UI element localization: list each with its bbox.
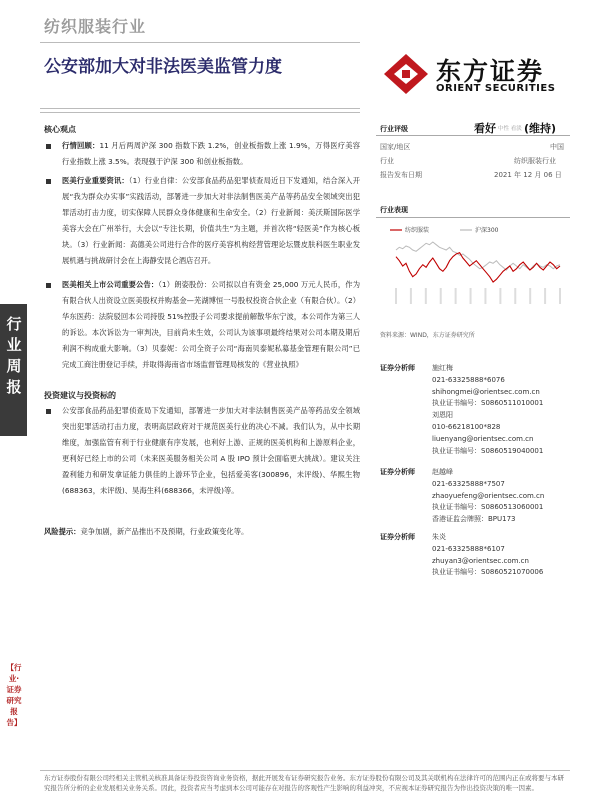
header-divider (40, 42, 360, 43)
analyst-info: 021-63325888*6107 (432, 544, 505, 553)
x-tick-mark (544, 288, 546, 304)
report-title: 公安部加大对非法医美监管力度 (44, 57, 282, 77)
x-tick-mark (484, 288, 486, 304)
divider (376, 135, 570, 136)
item-market: 行情回顾：11 月后两周沪深 300 指数下跌 1.2%，创业板指数上涨 1.9%，万得医疗美容行业指数上涨 3.5%。表现强于沪深 300 和创业板指数。 (62, 141, 360, 166)
bullet-icon (46, 283, 51, 288)
disclaimer: 东方证券股份有限公司经相关主管机关核准具备证券投资咨询业务资格，据此开展发布证券研究报告业务。东方证券股份有限公司及其关联机构在法律许可的范围内正在或将要与本研究报告所分析的企业发展相关业务关系。因此，投资者应当考虑到本公司可能存在对报告的客观性产生影响的利益冲突，不应视本证券研究报告为作出投资决策的唯一因素。 (44, 774, 564, 792)
x-tick-mark (499, 288, 501, 304)
x-tick-mark (440, 288, 442, 304)
analyst-info: liuenyang@orientsec.com.cn (432, 434, 534, 443)
series-line-2 (396, 242, 560, 270)
logo-cn: 东方证券 (436, 57, 545, 86)
logo-en: ORIENT SECURITIES (436, 83, 556, 94)
rating-val: 2021 年 12 月 06 日 (494, 171, 562, 179)
bullet-icon (46, 409, 51, 414)
analyst-label: 证券分析师 (380, 364, 415, 372)
rating-note: 中性 看淡 (498, 126, 522, 132)
analyst-info: 施红梅 (432, 364, 453, 372)
analyst-info: 香港证监会牌照：BPU173 (432, 515, 516, 524)
rating-val: 中国 (550, 143, 564, 151)
x-tick-mark (559, 288, 561, 304)
report-category: 【行业·证券研究报告】 (6, 663, 22, 727)
core-label: 核心观点 (44, 125, 76, 134)
rating-key: 行业 (380, 157, 394, 165)
divider (40, 108, 360, 109)
bullet-icon (46, 144, 51, 149)
analyst-info: shihongmei@orientsec.com.cn (432, 387, 540, 396)
risk-note: 风险提示：竞争加剧，新产品推出不及预期，行业政策变化等。 (44, 527, 249, 536)
chart-source: 资料来源：WIND，东方证券研究所 (380, 332, 475, 339)
industry-label: 纺织服装行业 (44, 17, 147, 36)
rating-value: 看好 (474, 122, 496, 135)
analyst-info: 赵越峰 (432, 468, 453, 476)
x-tick-mark (514, 288, 516, 304)
analyst-info: 执业证书编号：S0860511010001 (432, 399, 544, 408)
rating-key: 报告发布日期 (380, 171, 422, 179)
rating-key: 国家/地区 (380, 143, 411, 151)
divider (376, 217, 570, 218)
x-tick-mark (410, 288, 412, 304)
rating-tail: (维持) (524, 122, 557, 135)
analyst-info: 021-63325888*6076 (432, 375, 505, 384)
x-tick-mark (455, 288, 457, 304)
item-announcements: 医美相关上市公司重要公告：（1）朗姿股份：公司拟以自有资金 25,000 万元人民币，作为有限合伙人出资设立医美股权并购基金—芜湖博恒一号股权投资合伙企业（有限合伙）。（2）华东医药：法院驳回本公司持股 51%控股子公司要求提前解散华东宁波，本公司作为第三人的诉讼。本次诉讼为一审判决，目前尚未生效，公司认为该事项最终结果对公司本期及期后利润不构成重大影响。（3）贝泰妮：公司全资子公司“海南贝泰妮私募基金管理有限公司”已完成工商注册登记手续，并取得海南省市场监督管理局核发的《营业执照》 (62, 280, 360, 369)
logo-mark-icon (380, 50, 432, 98)
analyst-info: zhuyan3@orientsec.com.cn (432, 556, 529, 565)
divider (40, 112, 360, 113)
legend-label-1: 纺织服装 (405, 227, 430, 234)
report-type: 行业周报 (6, 315, 22, 396)
analyst-info: 执业证书编号：S0860519040001 (432, 446, 544, 455)
bullet-icon (46, 179, 51, 184)
analyst-info: 朱炎 (432, 533, 446, 541)
x-tick-mark (470, 288, 472, 304)
x-tick-mark (529, 288, 531, 304)
analyst-info: 021-63325888*7507 (432, 479, 505, 488)
x-tick-mark (425, 288, 427, 304)
x-tick-mark (395, 288, 397, 304)
perf-label: 行业表现 (380, 206, 408, 214)
analyst-info: 010-66218100*828 (432, 423, 501, 431)
performance-chart (380, 222, 570, 314)
analyst-label: 证券分析师 (380, 533, 415, 541)
analyst-label: 证券分析师 (380, 468, 415, 476)
analyst-info: 刘恩阳 (432, 411, 453, 420)
analyst-info: zhaoyuefeng@orientsec.com.cn (432, 491, 545, 500)
footer-divider (40, 770, 570, 771)
legend-label-2: 沪深300 (475, 227, 499, 234)
analyst-info: 执业证书编号：S0860513060001 (432, 503, 544, 512)
rating-val: 纺织服装行业 (514, 157, 556, 165)
suggest-label: 投资建议与投资标的 (44, 391, 116, 400)
item-news: 医美行业重要资讯：（1）行业自律：公安部食品药品犯罪侦查局近日下发通知，结合深入开展“我为群众办实事”实践活动，部署进一步加大对非法制售医美产品等药品安全领域突出犯罪活动打击力度，切实保障人民群众身体健康和生命安全。（2）行业新闻：美沃斯国际医学美容大会在广州举行，大会以“专注长期，价值共生”为主题，并首次将“轻医美”作为核心板块。（3）行业新闻：高德美公司进行合作的医疗美容机构经营管理论坛暨皮肤科医生职业发展机遇与挑战研讨会在上海静安昆仑酒店召开。 (62, 176, 360, 265)
suggest-text: 公安部食品药品犯罪侦查局下发通知，部署进一步加大对非法制售医美产品等药品安全领域突出犯罪活动打击力度，表明高层政府对于规范医美行业的决心不减。我们认为，从中长期维度，加强监管有利于行业健康有序发展，也利好上游、正规的医美机构和上游原料企业，更利好已经上市的公司（未来医美服务相关公司 A 股 IPO 预计会面临更大挑战）。建议关注盈利能力和研发拿证能力俱佳的上游环节企业，包括爱美客(300896，未评级)、华熙生物(688363，未评级)、昊海生科(688366，未评级)等。 (62, 406, 360, 495)
analyst-info: 执业证书编号：S0860521070006 (432, 568, 544, 577)
rating-label: 行业评级 (380, 125, 408, 133)
